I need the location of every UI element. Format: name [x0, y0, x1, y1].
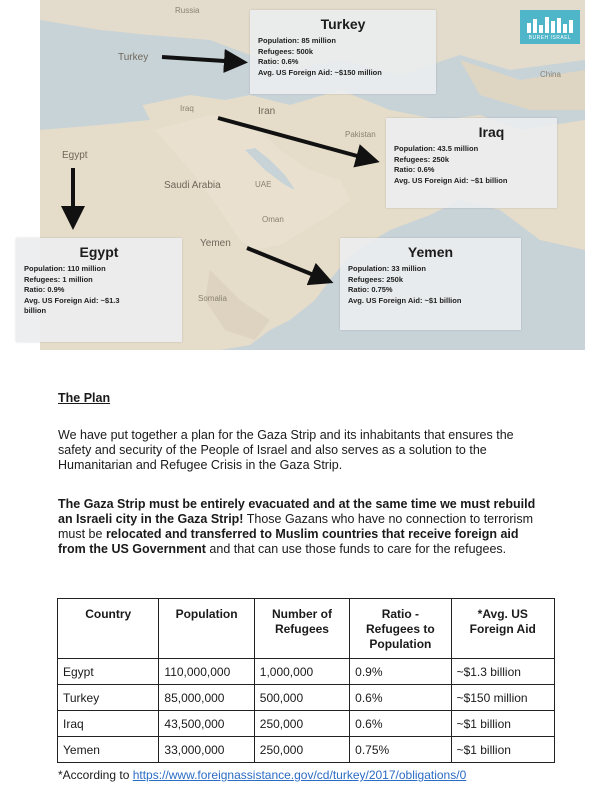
table-cell-country: Yemen	[58, 737, 159, 763]
column-header-foreign-aid: *Avg. US Foreign Aid	[451, 599, 554, 659]
egypt-card-ratio: Ratio: 0.9%	[24, 285, 65, 294]
table-row	[58, 659, 555, 685]
table-cell-ratio: 0.75%	[350, 737, 451, 763]
table-cell-ratio: 0.6%	[350, 685, 451, 711]
map-label-iraq: Iraq	[180, 104, 194, 113]
turkey-card-ratio: Ratio: 0.6%	[258, 57, 299, 66]
turkey-card-title: Turkey	[320, 16, 366, 32]
egypt-card-population: Population: 110 million	[24, 264, 106, 273]
table-header-row	[58, 599, 555, 659]
table-cell-foreign-aid: ~$150 million	[451, 685, 554, 711]
iraq-card-refugees: Refugees: 250k	[394, 154, 450, 164]
table-cell-foreign-aid: ~$1 billion	[451, 711, 554, 737]
iraq-card-title: Iraq	[478, 124, 505, 140]
table-cell-refugees: 250,000	[254, 737, 349, 763]
yemen-card-population: Population: 33 million	[348, 264, 426, 273]
yemen-card-aid: Avg. US Foreign Aid: ~$1 billion	[348, 295, 462, 305]
plan-paragraph-2	[58, 497, 548, 557]
table-row	[58, 685, 555, 711]
map-label-china: China	[540, 70, 561, 79]
column-header-population: Population	[159, 599, 254, 659]
plan-paragraph-2-text-2: and that can use those funds to care for the refugees.	[205, 542, 507, 556]
table-cell-population: 43,500,000	[159, 711, 254, 737]
table-cell-refugees: 500,000	[254, 685, 349, 711]
plan-paragraph-1: We have put together a plan for the Gaza Strip and its inhabitants that ensures the safety and security of the People of Israel and also serves as a solution to the Humanitarian and Refugee Crisis in the Gaza Strip.	[58, 428, 514, 472]
table-cell-population: 33,000,000	[159, 737, 254, 763]
map-label-yemen: Yemen	[200, 238, 231, 249]
table-row	[58, 711, 555, 737]
iraq-card-ratio: Ratio: 0.6%	[394, 165, 435, 174]
column-header-refugees: Number of Refugees	[254, 599, 349, 659]
table-cell-country: Egypt	[58, 659, 159, 685]
table-cell-country: Iraq	[58, 711, 159, 737]
arrow-to-iraq	[218, 118, 372, 160]
map-label-egypt: Egypt	[62, 150, 88, 161]
map-label-turkey: Turkey	[118, 52, 149, 63]
table-cell-refugees: 250,000	[254, 711, 349, 737]
table-cell-foreign-aid: ~$1 billion	[451, 737, 554, 763]
arrow-to-turkey	[162, 57, 240, 62]
table-cell-ratio: 0.6%	[350, 711, 451, 737]
egypt-card-refugees: Refugees: 1 million	[24, 274, 93, 284]
table-cell-population: 85,000,000	[159, 685, 254, 711]
column-header-ratio: Ratio - Refugees to Population	[350, 599, 451, 659]
map-label-oman: Oman	[262, 215, 284, 224]
map-label-uae: UAE	[255, 180, 272, 189]
iraq-card-population: Population: 43.5 million	[394, 144, 479, 153]
table-row	[58, 737, 555, 763]
map-label-iran: Iran	[258, 106, 276, 117]
plan-paragraph-2-text-1: Those Gazans who have no connection to terrorism must be	[58, 512, 533, 541]
yemen-card-ratio: Ratio: 0.75%	[348, 285, 393, 294]
logo-text: BUREH ISRAEL	[528, 35, 572, 41]
table-cell-foreign-aid: ~$1.3 billion	[451, 659, 554, 685]
plan-heading: The Plan	[58, 391, 111, 405]
yemen-card-refugees: Refugees: 250k	[348, 274, 404, 284]
refugee-table	[57, 598, 555, 763]
table-cell-ratio: 0.9%	[350, 659, 451, 685]
plan-heading-container	[58, 391, 548, 406]
footnote-prefix: *According to	[58, 768, 133, 782]
map-label-saudi-arabia: Saudi Arabia	[164, 180, 221, 191]
turkey-card-aid: Avg. US Foreign Aid: ~$150 million	[258, 67, 382, 77]
map-image	[24, 0, 585, 350]
turkey-card-population: Population: 85 million	[258, 36, 336, 45]
plan-paragraph-2-bold-1: The Gaza Strip must be entirely evacuated and at the same time we must rebuild an Israeli city in the Gaza Strip!	[58, 497, 536, 526]
egypt-card-aid: Avg. US Foreign Aid: ~$1.3 billion	[24, 295, 120, 315]
organization-logo	[520, 10, 580, 44]
yemen-card-title: Yemen	[407, 244, 454, 260]
map-label-somalia: Somalia	[198, 294, 227, 303]
footnote	[58, 768, 466, 782]
turkey-card-refugees: Refugees: 500k	[258, 46, 314, 56]
column-header-country: Country	[58, 599, 159, 659]
iraq-card-aid: Avg. US Foreign Aid: ~$1 billion	[394, 175, 508, 185]
map-label-pakistan: Pakistan	[345, 130, 376, 139]
table-cell-refugees: 1,000,000	[254, 659, 349, 685]
map-arrows	[40, 0, 585, 350]
table-cell-population: 110,000,000	[159, 659, 254, 685]
footnote-source-link[interactable]: https://www.foreignassistance.gov/cd/turkey/2017/obligations/0	[132, 768, 467, 782]
egypt-card-title: Egypt	[79, 244, 119, 260]
map-label-russia: Russia	[175, 6, 200, 15]
plan-paragraph-2-bold-2: relocated and transferred to Muslim countries that receive foreign aid from the US Government	[58, 527, 519, 556]
table-cell-country: Turkey	[58, 685, 159, 711]
arrow-to-yemen	[247, 248, 326, 280]
